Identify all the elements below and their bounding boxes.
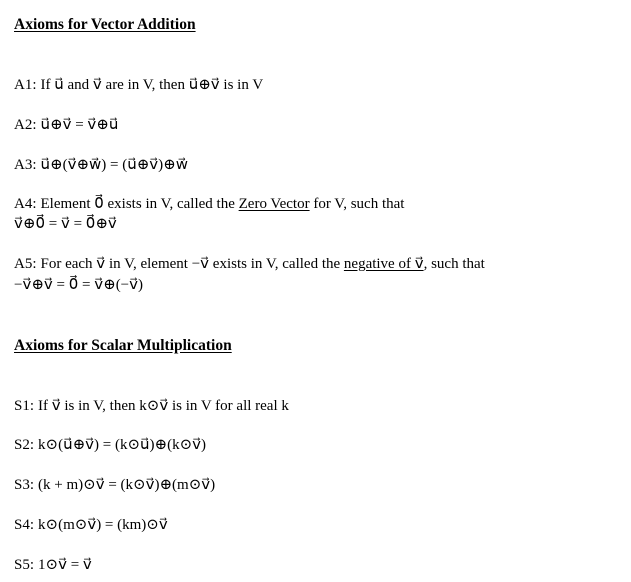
axiom-s1 bbox=[14, 396, 289, 416]
axiom-s3 bbox=[14, 475, 215, 495]
axiom-s4-label: S4: bbox=[14, 517, 35, 533]
axiom-s2-text: k⊙(u⃗⊕v⃗) = (k⊙u⃗)⊕(k⊙v⃗) bbox=[38, 437, 207, 453]
axiom-s3-label: S3: bbox=[14, 477, 35, 493]
axiom-s2-label: S2: bbox=[14, 437, 35, 453]
axiom-s4 bbox=[14, 515, 168, 535]
axiom-s4-text: k⊙(m⊙v⃗) = (km)⊙v⃗ bbox=[38, 517, 168, 533]
axiom-a3-text: u⃗⊕(v⃗⊕w⃗) = (u⃗⊕v⃗)⊕w⃗ bbox=[40, 157, 189, 173]
axiom-s1-text: If v⃗ is in V, then k⊙v⃗ is in V for all real k bbox=[38, 398, 289, 414]
negative-term: negative of v⃗ bbox=[343, 256, 424, 272]
zero-vector-term: Zero Vector bbox=[238, 196, 310, 212]
axiom-a3-label: A3: bbox=[14, 157, 37, 173]
axiom-s5 bbox=[14, 555, 92, 575]
axiom-a5 bbox=[14, 254, 485, 274]
axiom-a5-equation: −v⃗⊕v⃗ = 0⃗ = v⃗⊕(−v⃗) bbox=[14, 277, 144, 293]
axiom-a1-text: If u⃗ and v⃗ are in V, then u⃗⊕v⃗ is in V bbox=[40, 77, 264, 93]
axiom-s5-label: S5: bbox=[14, 557, 35, 573]
axiom-a5-text-after: , such that bbox=[423, 256, 485, 272]
axiom-a2 bbox=[14, 115, 118, 135]
axiom-a4-equation: v⃗⊕0⃗ = v⃗ = 0⃗⊕v⃗ bbox=[14, 216, 117, 232]
axiom-a1-label: A1: bbox=[14, 77, 37, 93]
axiom-a4-text-before: Element 0⃗ exists in V, called the bbox=[40, 196, 235, 212]
axiom-a5-label: A5: bbox=[14, 256, 37, 272]
axiom-a4-label: A4: bbox=[14, 196, 37, 212]
axiom-a1 bbox=[14, 75, 263, 95]
axiom-s3-text: (k + m)⊙v⃗ = (k⊙v⃗)⊕(m⊙v⃗) bbox=[38, 477, 216, 493]
scalar-multiplication-heading: Axioms for Scalar Multiplication bbox=[14, 337, 232, 354]
axiom-a4 bbox=[14, 194, 404, 214]
axiom-a3 bbox=[14, 155, 188, 175]
axiom-s2 bbox=[14, 435, 206, 455]
axiom-a2-label: A2: bbox=[14, 117, 37, 133]
axiom-s5-text: 1⊙v⃗ = v⃗ bbox=[38, 557, 92, 573]
axiom-a5-text-before: For each v⃗ in V, element −v⃗ exists in V, called the bbox=[40, 256, 341, 272]
axiom-a2-text: u⃗⊕v⃗ = v⃗⊕u⃗ bbox=[40, 117, 119, 133]
axiom-s1-label: S1: bbox=[14, 398, 35, 414]
vector-addition-heading: Axioms for Vector Addition bbox=[14, 16, 196, 33]
axiom-a4-text-after: for V, such that bbox=[313, 196, 405, 212]
